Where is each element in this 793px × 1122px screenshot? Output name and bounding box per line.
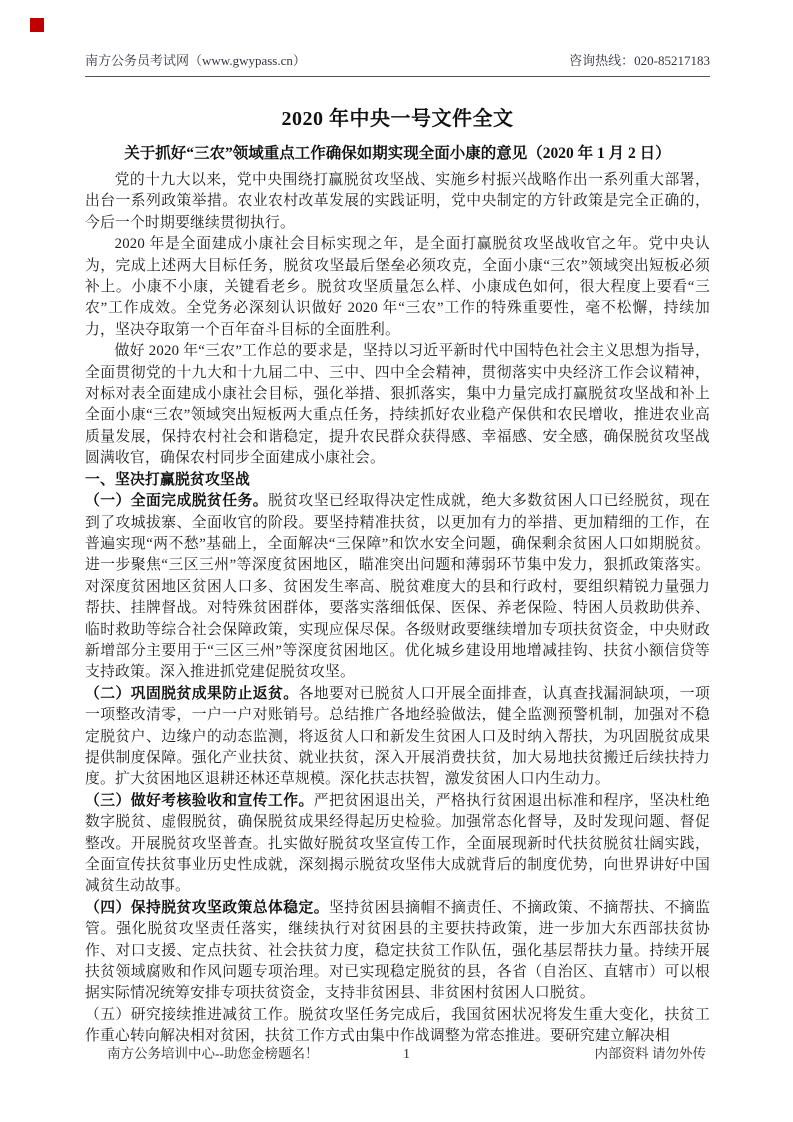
policy-item-3-lead: （三）做好考核验收和宣传工作。: [85, 792, 314, 809]
policy-item-3: [85, 791, 710, 898]
policy-item-4-lead: （四）保持脱贫攻坚政策总体稳定。: [85, 899, 329, 916]
policy-item-4: [85, 898, 710, 1005]
page-footer: [85, 1042, 710, 1062]
policy-item-2-lead: （二）巩固脱贫成果防止返贫。: [85, 685, 299, 702]
red-square-marker: [30, 18, 44, 32]
policy-item-2: [85, 684, 710, 791]
policy-item-4-text: 坚持贫困县摘帽不摘责任、不摘政策、不摘帮扶、不摘监管。强化脱贫攻坚责任落实，继续执行对贫困县的主要扶持政策，进一步加大东西部扶贫协作、对口支援、定点扶贫、社会扶贫力度，稳定扶贫工作队伍，强化基层帮扶力量。持续开展扶贫领域腐败和作风问题专项治理。对已实现稳定脱贫的县，各省（自治区、直辖市）可以根据实际情况统筹安排专项扶贫资金，支持非贫困县、非贫困村贫困人口脱贫。: [85, 899, 710, 1002]
policy-item-1-lead: （一）全面完成脱贫任务。: [85, 493, 268, 510]
header-hotline: 咨询热线：020-85217183: [569, 53, 710, 68]
section-heading: 一、坚决打赢脱贫攻坚战: [85, 471, 250, 488]
policy-item-5-text: （五）研究接续推进减贫工作。脱贫攻坚任务完成后，我国贫困状况将发生重大变化，扶贫工作重心转向解决相对贫困，扶贫工作方式由集中作战调整为常态推进。要研究建立解决相: [85, 1006, 710, 1045]
intro-paragraph-2: 2020 年是全面建成小康社会目标实现之年，是全面打赢脱贫攻坚战收官之年。党中央认为，完成上述两大目标任务，脱贫攻坚最后堡垒必须攻克，全面小康“三农”领域突出短板必须补上。小康不小康，关键看老乡。脱贫攻坚质量怎么样、小康成色如何，很大程度上要看“三农”工作成效。全党务必深刻认识做好 2020 年“三农”工作的特殊重要性，毫不松懈，持续加力，坚决夺取第一个百年奋斗目标的全面胜利。: [85, 236, 710, 338]
intro-paragraph-3: 做好 2020 年“三农”工作总的要求是，坚持以习近平新时代中国特色社会主义思想为指导，全面贯彻党的十九大和十九届二中、三中、四中全会精神，贯彻落实中央经济工作会议精神，对标对表全面建成小康社会目标，强化举措、狠抓落实，集中力量完成打赢脱贫攻坚战和补上全面小康“三农”领域突出短板两大重点任务，持续抓好农业稳产保供和农民增收，推进农业高质量发展，保持农村社会和谐稳定，提升农民群众获得感、幸福感、安全感，确保脱贫攻坚战圆满收官，确保农村同步全面建成小康社会。: [85, 343, 710, 467]
policy-item-1: [85, 491, 710, 684]
footer-center-name: 南方公务培训中心--助您金榜题名！: [107, 1046, 319, 1061]
page-header: [85, 50, 710, 77]
document-content: [85, 97, 710, 1048]
document-subtitle: 关于抓好“三农”领域重点工作确保如期实现全面小康的意见（2020 年 1 月 2 日）: [124, 145, 671, 162]
policy-item-3-text: 严把贫困退出关，严格执行贫困退出标准和程序，坚决杜绝数字脱贫、虚假脱贫，确保脱贫成果经得起历史检验。加强常态化督导，及时发现问题、督促整改。开展脱贫攻坚普查。扎实做好脱贫攻坚宣传工作，全面展现新时代扶贫脱贫壮阔实践，全面宣传扶贫事业历史性成就，深刻揭示脱贫攻坚伟大成就背后的制度优势，向世界讲好中国减贫生动故事。: [85, 792, 710, 895]
header-site-name: 南方公务员考试网（www.gwypass.cn）: [85, 53, 306, 68]
document-title: 2020 年中央一号文件全文: [281, 108, 514, 130]
policy-item-1-text: 脱贫攻坚已经取得决定性成就，绝大多数贫困人口已经脱贫，现在到了攻城拔寨、全面收官的阶段。要坚持精准扶贫，以更加有力的举措、更加精细的工作，在普遍实现“两不愁”基础上，全面解决“三保障”和饮水安全问题，确保剩余贫困人口如期脱贫。进一步聚焦“三区三州”等深度贫困地区，瞄准突出问题和薄弱环节集中发力，狠抓政策落实。对深度贫困地区贫困人口多、贫困发生率高、脱贫难度大的县和行政村，要组织精锐力量强力帮扶、挂牌督战。对特殊贫困群体，要落实落细低保、医保、养老保险、特困人员救助供养、临时救助等综合社会保障政策，实现应保尽保。各级财政要继续增加专项扶贫资金，中央财政新增部分主要用于“三区三州”等深度贫困地区。优化城乡建设用地增减挂钩、扶贫小额信贷等支持政策。深入推进抓党建促脱贫攻坚。: [85, 493, 710, 681]
policy-item-2-text: 各地要对已脱贫人口开展全面排查，认真查找漏洞缺项，一项一项整改清零，一户一户对账销号。总结推广各地经验做法，健全监测预警机制，加强对不稳定脱贫户、边缘户的动态监测，将返贫人口和新发生贫困人口及时纳入帮扶，为巩固脱贫成果提供制度保障。强化产业扶贫、就业扶贫，深入开展消费扶贫，加大易地扶贫搬迁后续扶持力度。扩大贫困地区退耕还林还草规模。深化扶志扶智，激发贫困人口内生动力。: [85, 685, 710, 788]
page-number: 1: [403, 1046, 410, 1061]
footer-confidential-note: 内部资料 请勿外传: [594, 1046, 706, 1061]
intro-paragraph-1: 党的十九大以来，党中央围绕打赢脱贫攻坚战、实施乡村振兴战略作出一系列重大部署，出台一系列政策举措。农业农村改革发展的实践证明，党中央制定的方针政策是完全正确的，今后一个时期要继续贯彻执行。: [85, 172, 710, 231]
